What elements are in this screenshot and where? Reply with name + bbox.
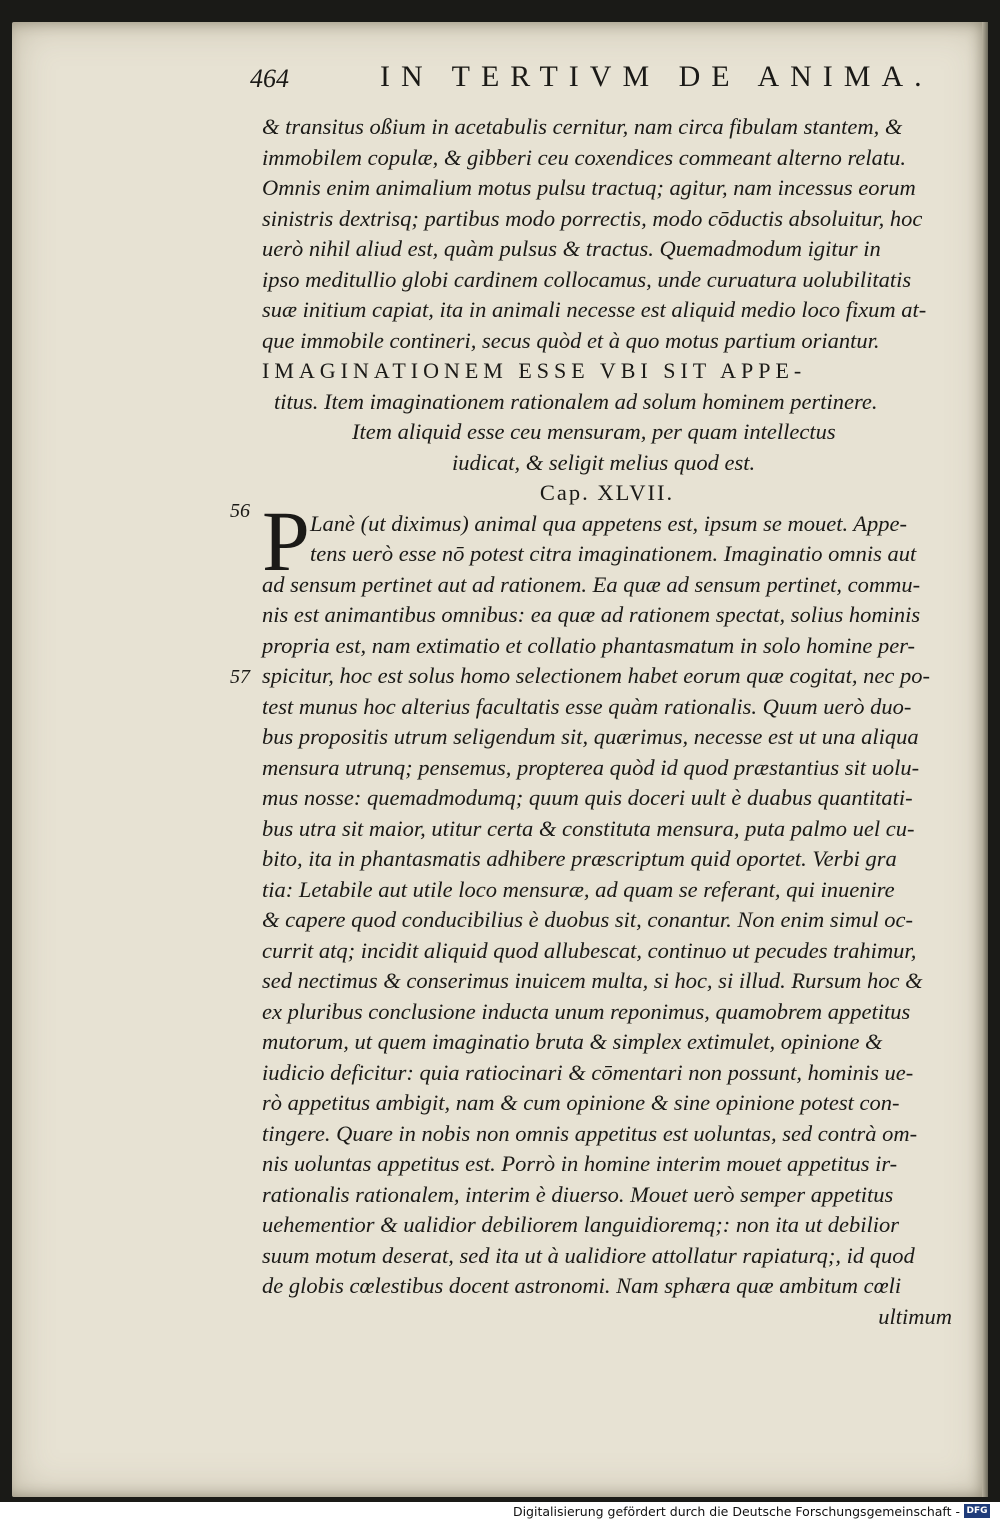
text-line: mutorum, ut quem imaginatio bruta & simplex extimulet, opinione & (262, 1029, 883, 1054)
text-line: de globis cœlestibus docent astronomi. Nam sphæra quæ ambitum cœli (262, 1273, 902, 1298)
text-line: Omnis enim animalium motus pulsu tractuq; agitur, nam incessus eorum (262, 175, 916, 200)
drop-cap: P (262, 493, 310, 589)
running-head (250, 60, 933, 100)
text-line: & transitus oßium in acetabulis cernitur, nam circa fibulam stantem, & (262, 114, 903, 139)
text-line: uerò nihil aliud est, quàm pulsus & tractus. Quemadmodum igitur in (262, 236, 881, 261)
text-line: tingere. Quare in nobis non omnis appetitus est uoluntas, sed contrà om- (262, 1120, 918, 1146)
margin-note: 56 (230, 500, 250, 522)
text-line: bus utra sit maior, utitur certa & constituta mensura, puta palmo uel cu- (262, 815, 915, 841)
text-line: ex pluribus conclusione inducta unum reponimus, quamobrem appetitus (262, 998, 911, 1024)
text-line: suæ initium capiat, ita in animali necesse est aliquid medio loco fixum at- (262, 297, 927, 322)
text-line: mus nosse: quemadmodumq; quum quis doceri uult è duabus quantitati- (262, 785, 913, 810)
text-line: immobilem copulæ, & gibberi ceu coxendices commeant alterno relatu. (262, 144, 907, 170)
chapter-heading: Item aliquid esse ceu mensuram, per quam intellectus (352, 419, 836, 444)
body-text (262, 112, 952, 1332)
text-line: tia: Letabile aut utile loco mensuræ, ad quam se referant, qui inuenire (262, 876, 895, 902)
text-line: propria est, nam extimatio et collatio phantasmatum in solo homine per- (262, 632, 916, 658)
chapter-heading: iudicat, & seligit melius quod est. (452, 449, 756, 475)
text-line: tens uerò esse nō potest citra imaginationem. Imaginatio omnis aut (310, 541, 917, 566)
margin-note: 57 (230, 666, 250, 688)
text-line: suum motum deserat, sed ita ut à ualidiore attollatur rapiaturq;, id quod (262, 1242, 915, 1268)
running-title: IN TERTIVM DE ANIMA. (380, 60, 933, 93)
page-edge-shadow (982, 22, 988, 1497)
text-line: rationalis rationalem, interim è diuerso. Mouet uerò semper appetitus (262, 1181, 894, 1207)
text-line: Lanè (ut diximus) animal qua appetens est, ipsum se mouet. Appe- (310, 510, 908, 536)
text-line: que immobile contineri, secus quòd et à quo motus partium oriantur. (262, 327, 880, 353)
text-line: sinistris dextrisq; partibus modo porrectis, modo cōductis absoluitur, hoc (262, 205, 923, 231)
text-line: nis est animantibus omnibus: ea quæ ad rationem spectat, solius hominis (262, 602, 921, 627)
text-line: ad sensum pertinet aut ad rationem. Ea quæ ad sensum pertinet, commu- (262, 571, 921, 597)
text-line: iudicio deficitur: quia ratiocinari & cōmentari non possunt, hominis ue- (262, 1059, 914, 1085)
text-line: bus propositis utrum seligendum sit, quærimus, necesse est ut una aliqua (262, 724, 919, 749)
text-line: uehementior & ualidior debiliorem languidioremq;: non ita ut debilior (262, 1212, 900, 1237)
text-line: bito, ita in phantasmatis adhibere præscriptum quid oportet. Verbi gra (262, 846, 897, 871)
text-line: ipso meditullio globi cardinem collocamus, unde curuatura uolubilitatis (262, 266, 912, 292)
catchword: ultimum (878, 1303, 952, 1329)
chapter-heading: IMAGINATIONEM ESSE VBI SIT APPE- (262, 358, 807, 383)
text-line: currit atq; incidit aliquid quod allubescat, continuo ut pecudes trahimur, (262, 937, 917, 963)
text-line: test munus hoc alterius facultatis esse quàm rationalis. Quum uerò duo- (262, 693, 912, 719)
digitization-credit: Digitalisierung gefördert durch die Deutsche Forschungsgemeinschaft - (512, 1504, 960, 1519)
text-line: nis uoluntas appetitus est. Porrò in homine interim mouet appetitus ir- (262, 1151, 898, 1176)
page-number: 464 (250, 64, 289, 93)
text-line: rò appetitus ambigit, nam & cum opinione & sine opinione potest con- (262, 1090, 900, 1115)
text-line: & capere quod conducibilius è duobus sit, conantur. Non enim simul oc- (262, 907, 913, 932)
chapter-number: Cap. XLVII. (539, 480, 675, 505)
chapter-heading: titus. Item imaginationem rationalem ad solum hominem pertinere. (274, 388, 878, 414)
text-line: sed nectimus & conserimus inuicem multa, si hoc, si illud. Rursum hoc & (262, 968, 923, 993)
text-line: mensura utrunq; pensemus, propterea quòd id quod præstantius sit uolu- (262, 754, 920, 780)
dfg-logo: DFG (964, 1504, 990, 1518)
text-line: spicitur, hoc est solus homo selectionem habet eorum quæ cogitat, nec po- (262, 663, 931, 688)
